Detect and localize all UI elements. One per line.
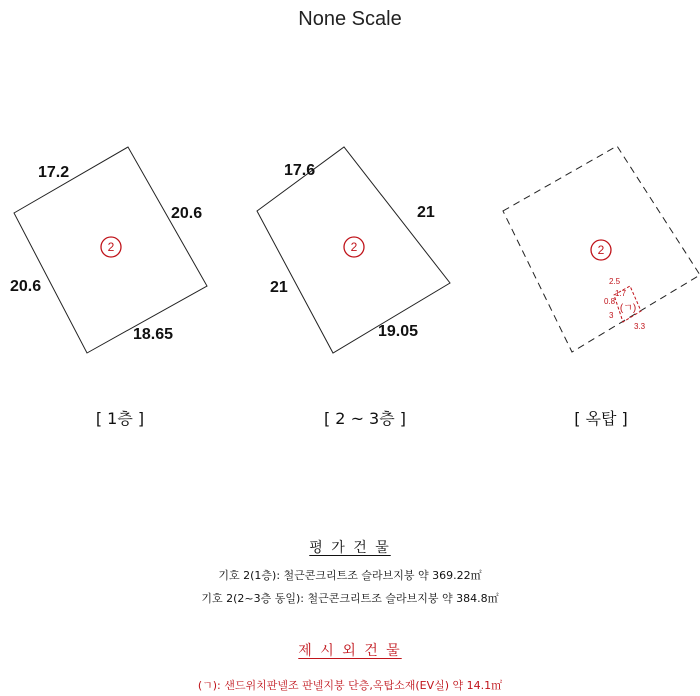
- floor-1-dim-top: 17.2: [38, 164, 70, 181]
- presented-outside-heading: [0, 640, 700, 660]
- floor-2-3-dim-left: 21: [270, 279, 288, 296]
- rooftop-label: [ 옥탑 ]: [574, 409, 628, 428]
- evaluated-building-line-1: 기호 2(1층): 철근콘크리트조 슬라브지붕 약 369.22㎡: [218, 569, 482, 582]
- rooftop-marker-number: 2: [597, 243, 605, 257]
- rooftop-plan: [503, 146, 700, 428]
- presented-outside-heading-text: 제 시 외 건 물: [298, 643, 402, 659]
- floor-2-3-marker-number: 2: [350, 240, 358, 254]
- floor-1-label: [ 1층 ]: [95, 409, 145, 428]
- floor-1-dim-left: 20.6: [10, 278, 42, 295]
- rooftop-annex-dim-top: 2.5: [609, 277, 621, 286]
- rooftop-annex-dim-inner: 1.7: [615, 289, 627, 298]
- floor-1-dim-right: 20.6: [171, 205, 203, 222]
- floor-2-3-plan: [257, 147, 450, 428]
- evaluated-building-line-2: 기호 2(2~3층 동일): 철근콘크리트조 슬라브지붕 약 384.8㎡: [201, 592, 499, 605]
- rooftop-annex-dim-left: 3: [609, 311, 614, 320]
- floor-1-plan: [10, 147, 207, 428]
- evaluated-buildings-heading-text: 평 가 건 물: [309, 540, 391, 556]
- diagram-title: None Scale: [298, 8, 402, 30]
- presented-outside-line: (ㄱ): 샌드위치판넬조 판넬지붕 단층,옥탑소재(EV실) 약 14.1㎡: [197, 679, 503, 692]
- rooftop-annex-dim-side: 0.8: [604, 297, 616, 306]
- rooftop-annex-symbol: (ㄱ): [619, 303, 637, 314]
- floor-2-3-dim-bottom: 19.05: [378, 323, 419, 340]
- floor-2-3-dim-right: 21: [417, 204, 435, 221]
- rooftop-annex-dim-bottom: 3.3: [634, 322, 646, 331]
- floor-2-3-dim-top: 17.6: [284, 162, 316, 179]
- evaluated-buildings-heading: [0, 537, 700, 557]
- floor-2-3-label: [ 2 ~ 3층 ]: [323, 409, 407, 428]
- floor-1-dim-bottom: 18.65: [133, 326, 174, 343]
- floor-1-marker-number: 2: [107, 240, 115, 254]
